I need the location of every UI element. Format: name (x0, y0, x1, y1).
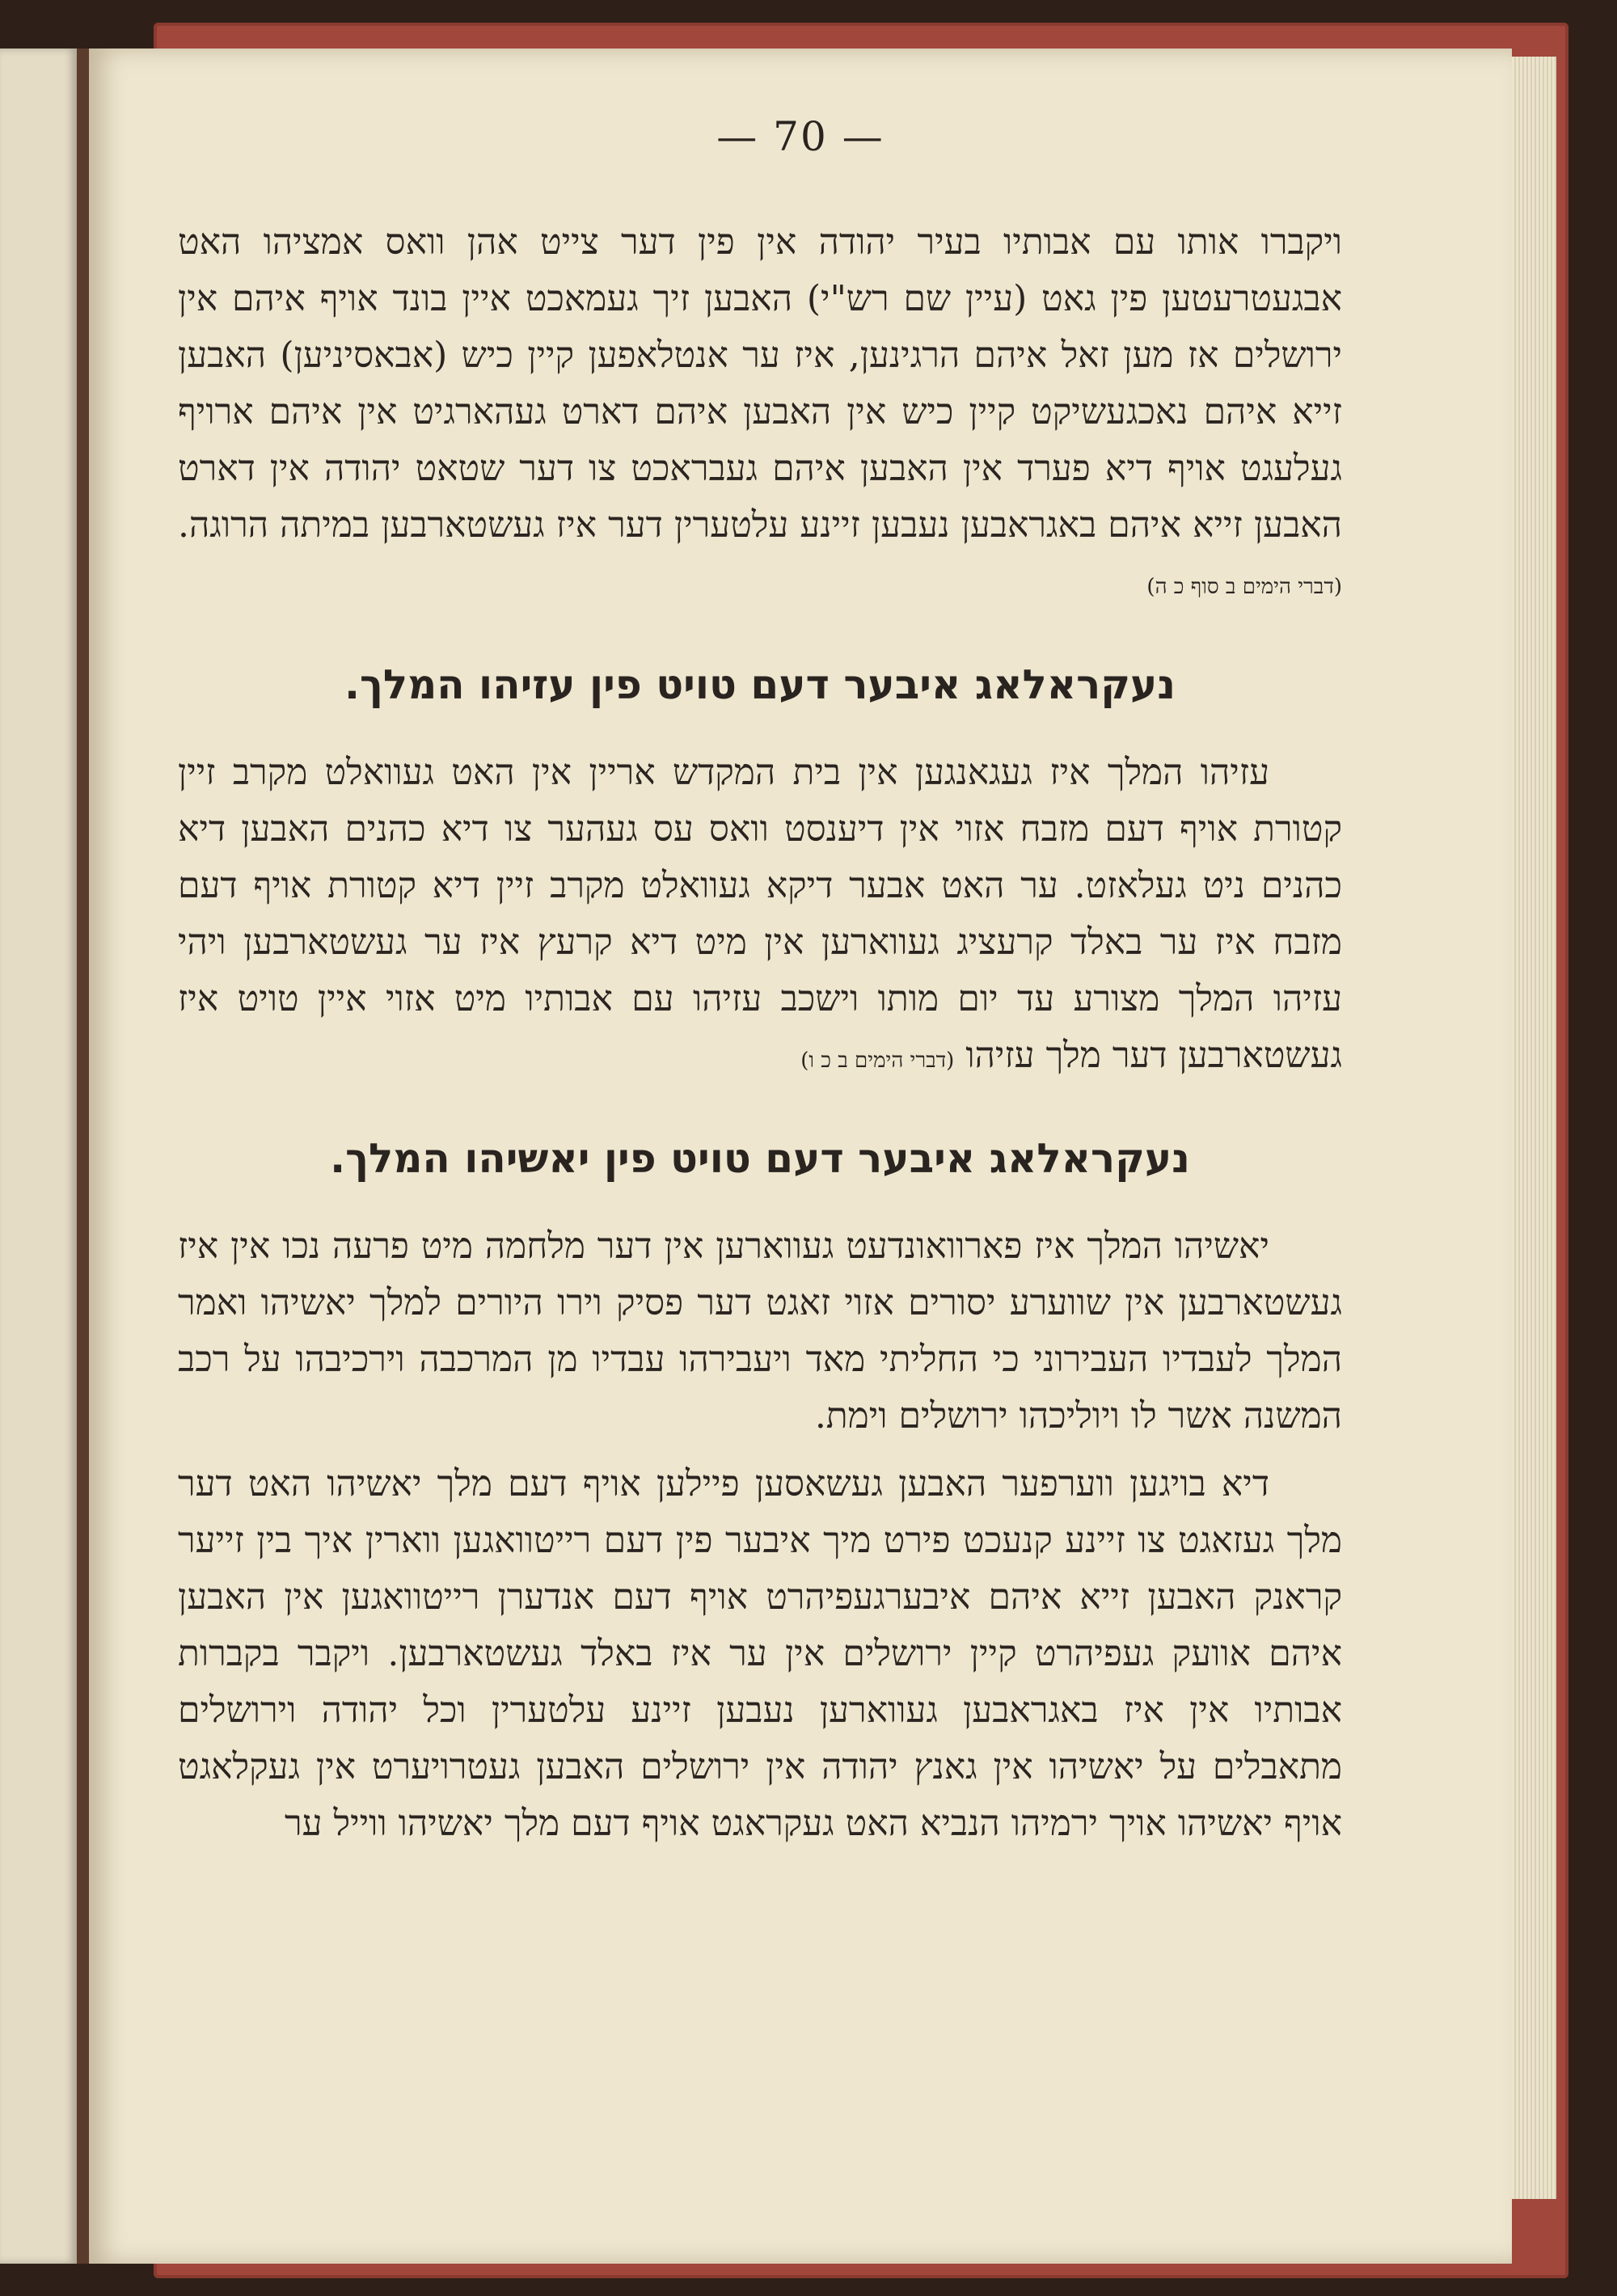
josiah-heading: נעקראלאג איבער דעם טויט פין יאשיהו המלך. (330, 1135, 1190, 1182)
josiah-paragraph-2: דיא בויגען ווערפער האבען געשאסען פיילען אויף דעם מלך יאשיהו האט דער מלך געזאגט צו זיינע קנעכט פירט מיך איבער פין דעם רייטוואגען ווארין איך בין זייער קראנק האבען זייא איהם איבערגעפיהרט אויף דעם אנדערן רייטוואגען אין האבען איהם אוועק געפיהרט קיין ירושלים אין ער איז באלד געשטארבען. ויקבר בקברות אבותיו אין איז באגראבען געווארען נעבען זיינע עלטערין וכל יהודה וירושלים מתאבלים על יאשיהו אין גאנץ יהודה אין ירושלים האבען געטרויערט אין געקלאגט אויף יאשיהו אויך ירמיהו הנביא האט געקראגט אויף דעם מלך יאשיהו ווייל ער (178, 1463, 1342, 1844)
paragraph-gap (178, 1445, 1342, 1456)
page-number: — 70 — (716, 113, 884, 160)
page-body (178, 214, 1342, 1852)
book-page (89, 49, 1512, 2264)
intro-text: ויקברו אותו עם אבותיו בעיר יהודה אין פין דער צייט אהן וואס אמציהו האט אבגעטרעטען פין גאט (עיין שם רש"י) האבען זיך געמאכט איין בונד אויף איהם אין ירושלים אז מען זאל איהם הרגינען, איז ער אנטלאפען קיין כיש (אבאסיניען) האבען זייא איהם נאכגעשיקט קיין כיש אין האבען איהם דארט געהארגיט אין איהם ארויף געלעגט אויף דיא פערד אין האבען איהם געבראכט צו דער שטאט יהודה אין דארט האבען זייא איהם באגראבען נעבען זיינע עלטערין דער איז געשטארבען במיתה הרוגה. (178, 222, 1342, 546)
uzziah-paragraph (178, 745, 1342, 1089)
uzziah-text: עזיהו המלך איז געגאנגען אין בית המקדש אריין אין האט געוואלט מקרב זיין קטורת אויף דעם מזבח אזוי אין דיענסט וואס עס געהער צו דיא כהנים האבען דיא כהנים ניט געלאזט. ער האט אבער דיקא געוואלט מקרב זיין דיא קטורת אויף דעם מזבח איז ער באלד קרעציג געווארען אין מיט דיא קרעץ איז ער געשטארבען ויהי עזיהו המלך מצורע עד יום מותו וישכב עזיהו עם אבותיו מיט אזוי איין טויט איז געשטארבען דער מלך עזיהו (178, 752, 1342, 1076)
uzziah-heading: נעקראלאג איבער דעם טויט פין עזיהו המלך. (344, 661, 1176, 708)
previous-page-edge (0, 49, 77, 2264)
josiah-paragraph-1: יאשיהו המלך איז פארוואונדעט געווארען אין דער מלחמה מיט פרעה נכו אין איז געשטארבען אין שווערע יסורים אזוי זאגט דער פסיק וירו היורים למלך יאשיהו ואמר המלך לעבדיו העבירוני כי החליתי מאד ויעבירהו עבדיו מן המרכבה וירכיבהו על רכב המשנה אשר לו ויוליכהו ירושלים וימת. (178, 1226, 1342, 1437)
uzziah-reference: (דברי הימים ב כ ו) (800, 1049, 955, 1073)
intro-paragraph (178, 214, 1342, 615)
intro-reference: (דברי הימים ב סוף כ ה) (1146, 575, 1342, 599)
